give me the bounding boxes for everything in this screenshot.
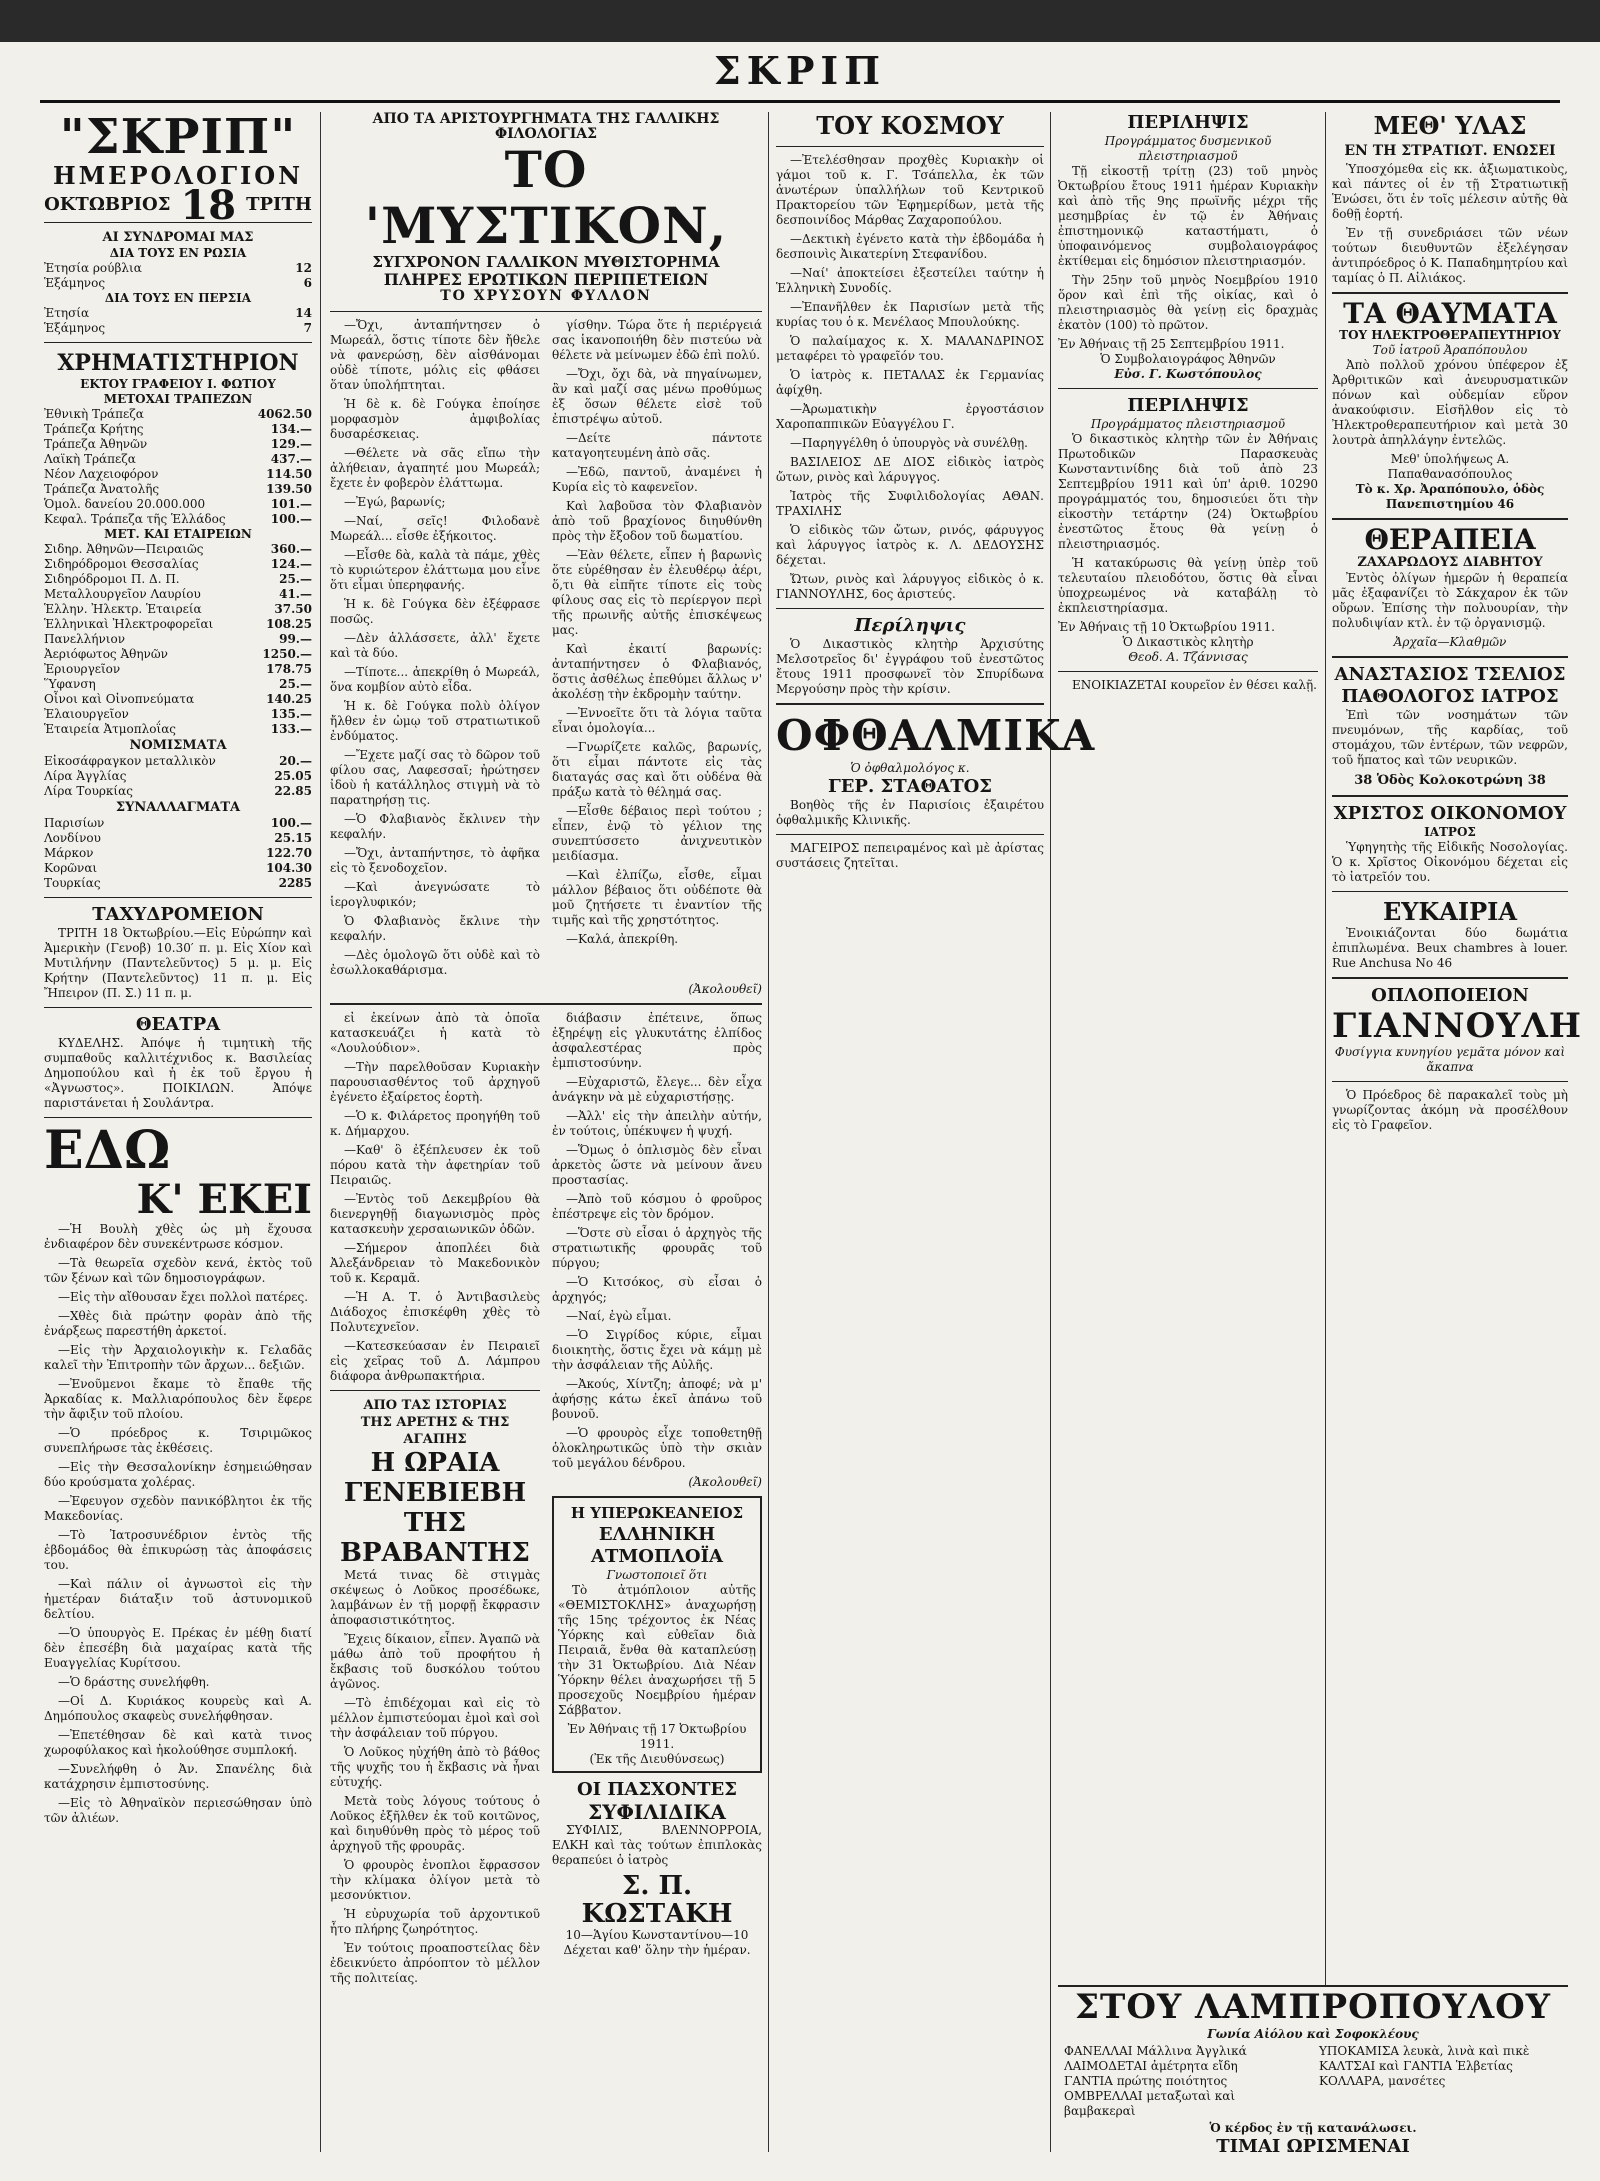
row-label: Μεταλλουργεῖον Λαυρίου bbox=[44, 587, 201, 601]
summary-sign-2: Ὁ Δικαστικὸς κλητὴρ bbox=[1122, 635, 1254, 649]
row-label: Ἀεριόφωτος Ἀθηνῶν bbox=[44, 647, 168, 661]
sick-doctor: Σ. Π. ΚΩΣΤΑΚΗ bbox=[581, 1871, 733, 1929]
story-paragraph: —Τίποτε... ἀπεκρίθη ὁ Μωρεάλ, ὅνα κομβίον αὐτὸ εἶδα. bbox=[330, 665, 540, 694]
shop-line: ΛΑΙΜΟΔΕΤΑΙ ἀμέτρητα εἴδη bbox=[1064, 2059, 1238, 2073]
column-4 bbox=[1058, 112, 1318, 2162]
row-value: 25.— bbox=[279, 677, 312, 691]
post-text: ΤΡΙΤΗ 18 Ὀκτωβρίου.—Εἰς Εὐρώπην καὶ Ἀμερικὴν (Γενοβ) 10.30′ π. μ. Εἰς Χίον καὶ Μυτιλήνην (Παντελεῦντος) 5 μ. μ. Εἰς Κρήτην (Παντελεῦντος) 11 π. μ. Εἰς Ἤπειρον (Π. Σ.) 11 π. μ. bbox=[44, 926, 312, 1000]
table-row bbox=[44, 572, 312, 587]
story-paragraph: —Εἶσθε δὰ, καλὰ τὰ πάμε, χθὲς τὸ κυριώτερον ἐλάττωμα μου εἶνε ὅτι εἶμαι ὑπερηφανής. bbox=[330, 548, 540, 592]
subscriptions-russia: ΔΙΑ ΤΟΥΣ ΕΝ ΡΩΣΙΑ bbox=[109, 246, 247, 260]
society-item: Ὁ ἰατρὸς κ. ΠΕΤΑΛΑΣ ἐκ Γερμανίας ἀφίχθη. bbox=[776, 368, 1044, 397]
table-row bbox=[44, 692, 312, 707]
row-value: 37.50 bbox=[274, 602, 312, 616]
news-item: —Ναί, ἐγὼ εἶμαι. bbox=[566, 1309, 672, 1323]
society-item: —Ἀρωματικὴν ἐργοστάσιον Χαροπαππικῶν Εὐαγγέλου Γ. bbox=[776, 402, 1044, 431]
news-item: —Ὅστε σὺ εἶσαι ὁ ἀρχηγὸς τῆς στρατιωτικῆς φρουρᾶς τοῦ πύργου; bbox=[552, 1226, 762, 1270]
news-item: —Χθὲς διὰ πρώτην φορὰν ἀπὸ τῆς ἐνάρξεως παρεστήθη ἀρκετοί. bbox=[44, 1309, 312, 1338]
row-value: 133.— bbox=[270, 722, 312, 736]
table-row bbox=[44, 707, 312, 722]
table-row bbox=[44, 769, 312, 784]
story-paragraph: Καὶ λαβοῦσα τὸν Φλαβιανὸν ἀπὸ τοῦ βραχίονος διηυθύνθη πρὸς τὴν ἔξοδον τοῦ δωματίου. bbox=[552, 499, 762, 543]
row-value: 108.25 bbox=[266, 617, 312, 631]
table-row bbox=[44, 542, 312, 557]
story-paragraph: Καὶ ἐκαιτί βαρωνίς: ἀνταπήντησεν ὁ Φλαβιανός, ὅστις ἀσθέλως ἐπεθύμει ἄλλως ν' ἀκολέσῃ τὴν ἐκδρομὴν ταύτην. bbox=[552, 642, 762, 701]
table-row bbox=[44, 482, 312, 497]
news-item: —Ἀκούς, Χίντζη; ἀποφέ; νὰ μ' ἀφήσῃς κάτω ἐκεῖ ἀπάνω τοῦ βουνοῦ. bbox=[552, 1377, 762, 1421]
notice-title-2: ΕΛΛΗΝΙΚΗ ΑΤΜΟΠΛΟΪΑ bbox=[591, 1524, 723, 1567]
row-value: 124.— bbox=[270, 557, 312, 571]
table-row bbox=[44, 557, 312, 572]
table-row bbox=[44, 677, 312, 692]
serial-deck-2: ΠΛΗΡΕΣ ΕΡΩΤΙΚΩΝ ΠΕΡΙΠΕΤΕΙΩΝ bbox=[383, 270, 709, 289]
story-paragraph: —Γνωρίζετε καλῶς, βαρωνίς, ὅτι εἶμαι πάντοτε εἰς τὰς διαταγάς σας καὶ ὅτι οὐδένα θὰ πράξω κατὰ τὸ θέλημά σας. bbox=[552, 740, 762, 799]
news-item: —Καὶ πάλιν οἱ ἀγνωστοὶ εἰς τὴν ἡμετέραν διάταξιν τοῦ ἀστυνομικοῦ δελτίου. bbox=[44, 1577, 312, 1621]
table-row bbox=[44, 617, 312, 632]
society-item: ΒΑΣΙΛΕΙΟΣ ΔΕ ΔΙΟΣ εἰδικὸς ἰατρὸς ὤτων, ρινὸς καὶ λάρυγγος. bbox=[776, 455, 1044, 484]
continued-note-2: (Ἀκολουθεῖ) bbox=[688, 1475, 762, 1489]
row-value: 139.50 bbox=[266, 482, 312, 496]
row-value: 437.— bbox=[270, 452, 312, 466]
doctor1-name: ΑΝΑΣΤΑΣΙΟΣ ΤΣΕΛΙΟΣ bbox=[1334, 664, 1566, 685]
news-item: —Ἀλλ' εἰς τὴν ἀπειλὴν αὐτήν, ἐν τούτοις, ὑπέκυψεν ἡ ψυχή. bbox=[552, 1109, 762, 1138]
table-row bbox=[44, 437, 312, 452]
shop-sub: Γωνία Αἰόλου καὶ Σοφοκλέους bbox=[1207, 2027, 1419, 2041]
post-title: ΤΑΧΥΔΡΟΜΕΙΟΝ bbox=[92, 904, 264, 925]
row-value: 2285 bbox=[278, 876, 312, 890]
row-value: 122.70 bbox=[266, 846, 312, 860]
shop-ad bbox=[1058, 1985, 1568, 2163]
row-value: 104.30 bbox=[266, 861, 312, 875]
story-paragraph: —Θέλετε νὰ σᾶς εἴπω τὴν ἀλήθειαν, ἀγαπητέ μου Μωρεάλ; ἔχετε ἐν φοβερὸν ἐλάττωμα. bbox=[330, 446, 540, 490]
story-paragraph: —Καλά, ἀπεκρίθη. bbox=[566, 932, 679, 946]
column-3 bbox=[776, 111, 1096, 2162]
doctor2-text: Ὑφηγητὴς τῆς Εἰδικῆς Νοσολογίας. Ὁ κ. Χρῖστος Οἰκονόμου δέχεται εἰς τὸ ἰατρεῖόν του. bbox=[1332, 840, 1568, 884]
news-item: —Συνελήφθη ὁ Ἀν. Σπανέλης διὰ κατάχρησιν ἐμπιστοσύνης. bbox=[44, 1762, 312, 1791]
row-value: 20.— bbox=[279, 754, 312, 768]
news-item: —Καθ' ὃ ἐξέπλευσεν ἐκ τοῦ πόρου κατὰ τὴν ἀφετηρίαν τοῦ Πειραιῶς. bbox=[330, 1143, 540, 1187]
society-item: —Ἐτελέσθησαν προχθὲς Κυριακὴν οἱ γάμοι τοῦ κ. Γ. Τσάπελλα, ἐκ τῶν ἀνωτέρων ὑπαλλήλων τοῦ Κεντρικοῦ Πρακτορείου τῶν Ἐφημερίδων, μετὰ τῆς δεσποινίδος Μάρθας Ζαχαροπούλου. bbox=[776, 153, 1044, 227]
shop-line: ΦΑΝΕΛΛΑΙ Μάλλινα Ἀγγλικά bbox=[1064, 2044, 1247, 2058]
story-paragraph: Ἡ κ. δὲ Γούγκα πολὺ ὀλίγον ἤλθεν ἐν ὠμῳ τοῦ στρατιωτικοῦ ἐνδύματος. bbox=[330, 699, 540, 743]
news-item: —Τὰ θεωρεῖα σχεδὸν κενά, ἐκτὸς τοῦ τῶν ξένων καὶ τῶν δημοσιογράφων. bbox=[44, 1256, 312, 1285]
military-sub: ΕΝ ΤΗ ΣΤΡΑΤΙΩΤ. ΕΝΩΣΕΙ bbox=[1344, 143, 1556, 159]
news-item: —Εἰς τὸ Ἀθηναϊκὸν περιεσώθησαν ὑπὸ τῶν ἀλιέων. bbox=[44, 1796, 312, 1825]
opportunity-text: Ἐνοικιάζονται δύο δωμάτια ἐπιπλωμένα. Beux chambres à louer. Rue Anchusa No 46 bbox=[1332, 926, 1568, 970]
summary-text-1: Τῇ εἰκοστῇ τρίτῃ (23) τοῦ μηνὸς Ὀκτωβρίου ἔτους 1911 ἡμέραν Κυριακὴν καὶ ἀπὸ τῆς 9ης πρωϊνῆς μέχρι τῆς μεσημβρίας ἐν τῷ ἐν Ἀθήναις ἐπιστημονικῷ καταστήματι, ὁ ὑποφαινόμενος συμβολαιογράφος ἐκτίθεμαι εἰς δημόσιον πλειστηριασμόν. bbox=[1058, 164, 1318, 268]
summary-date-2: Ἐν Ἀθήναις τῇ 10 Ὀκτωβρίου 1911. bbox=[1058, 620, 1275, 634]
row-value: 41.— bbox=[279, 587, 312, 601]
row-value: 1250.— bbox=[262, 647, 312, 661]
row-label: Παρισίων bbox=[44, 816, 105, 830]
story2-kicker: ΑΠΟ ΤΑΣ ΙΣΤΟΡΙΑΣ bbox=[363, 1398, 507, 1413]
row-value: 140.25 bbox=[266, 692, 312, 706]
notice-date: Ἐν Ἀθήναις τῇ 17 Ὀκτωβρίου 1911. bbox=[567, 1722, 747, 1751]
row-value: 22.85 bbox=[274, 784, 312, 798]
story-paragraph: —Ἐγώ, βαρωνίς; bbox=[344, 495, 446, 509]
sick-hours: Δέχεται καθ' ὅλην τὴν ἡμέραν. bbox=[563, 1943, 751, 1957]
story-paragraph: Μετὰ τοὺς λόγους τούτους ὁ Λοῦκος ἐξῆλθεν ἐκ τοῦ κοιτῶνος, καὶ διηυθύνθη πρὸς τὸ μέρος τοῦ ἀρχηγοῦ τῆς φρουρᾶς. bbox=[330, 1794, 540, 1853]
column-divider bbox=[1050, 112, 1051, 2152]
military-title: ΜΕΘ' ΥΛΑΣ bbox=[1373, 111, 1527, 140]
notice-title-1: Η ΥΠΕΡΩΚΕΑΝΕΙΟΣ bbox=[570, 1504, 744, 1522]
column-divider bbox=[320, 112, 321, 2152]
society-item: Ὤτων, ρινὸς καὶ λάρυγγος εἰδικὸς ὁ κ. ΓΙΑΝΝΟΥΛΗΣ, 6ος ἀριστεύς. bbox=[776, 572, 1044, 601]
society-item: Ὁ παλαίμαχος κ. Χ. ΜΑΛΑΝΔΡΙΝΟΣ μεταφέρει τὸ γραφεῖόν του. bbox=[776, 334, 1044, 363]
row-label: Σιδηρ. Ἀθηνῶν—Πειραιῶς bbox=[44, 542, 204, 556]
row-value: 100.— bbox=[270, 512, 312, 526]
shop-title: ΣΤΟΥ ΛΑΜΠΡΟΠΟΥΛΟΥ bbox=[1074, 1987, 1552, 2027]
row-label: Πανελλήνιον bbox=[44, 632, 125, 646]
society-title: ΤΟΥ ΚΟΣΜΟΥ bbox=[816, 111, 1004, 140]
row-value: 25.— bbox=[279, 572, 312, 586]
news-item: εἰ ἐκείνων ἀπὸ τὰ ὁποῖα κατασκευάζει ἡ κατὰ τὸ «Λουλούδιον». bbox=[330, 1011, 540, 1055]
summary-text-3: Ὁ δικαστικὸς κλητὴρ τῶν ἐν Ἀθήναις Πρωτοδικῶν Παρασκευὰς Κωνσταντινίδης διὰ τοῦ ἀπὸ 23 Σεπτεμβρίου 1911 καὶ ὑπ' ἀριθ. 10290 προγράμματός του, δημοσιεύει ὅτι τὴν εἰκοστὴν τετάρτην (24) Ὀκτωβρίου ἐνεστῶτος ἔτους θὰ γείνῃ ὁ πλειστηριασμός. bbox=[1058, 432, 1318, 551]
story-paragraph: Ὁ φρουρὸς ἐνοπλοι ἔφρασσον τὴν κλίμακα ὀλίγον μετὰ τὸ μεσονύκτιον. bbox=[330, 1858, 540, 1902]
row-value: 114.50 bbox=[266, 467, 312, 481]
masthead: ΣΚΡΙΠ bbox=[713, 48, 887, 93]
story-paragraph: Ἡ κ. δὲ Γούγκα δὲν ἐξέφρασε ποσῶς. bbox=[330, 597, 540, 626]
news-item: —Ἐφευγον σχεδὸν πανικόβλητοι ἐκ τῆς Μακεδονίας. bbox=[44, 1494, 312, 1523]
doctor1-text: Ἐπὶ τῶν νοσημάτων τῶν πνευμόνων, τῆς καρδίας, τοῦ στομάχου, τῶν ἐντέρων, τῶν νεφρῶν, τοῦ ἥπατος καὶ τῶν νευρικῶν. bbox=[1332, 708, 1568, 767]
table-row bbox=[44, 722, 312, 737]
story2-title: Η ΩΡΑΙΑ ΓΕΝΕΒΙΕΒΗ ΤΗΣ ΒΡΑΒΑΝΤΗΣ bbox=[340, 1448, 530, 1568]
row-value: 129.— bbox=[270, 437, 312, 451]
table-row bbox=[44, 861, 312, 876]
news-item: διάβασιν ἐπέτεινε, ὅπως ἐξηρέψῃ εἰς γλυκυτάτης ἐλπίδος ἀσφαλεστέρας πρὸς ἐμπιστοσύνην. bbox=[552, 1011, 762, 1070]
story-paragraph: γίσθην. Τώρα ὅτε ἡ περιέργειά σας ἱκανοποιήθη δὲν πιστεύω νὰ θέλετε νὰ μείνωμεν ἐδῶ ἐπὶ πολύ. bbox=[552, 318, 762, 362]
column-2 bbox=[330, 112, 762, 2162]
exchange-banks-title: ΜΕΤΟΧΑΙ ΤΡΑΠΕΖΩΝ bbox=[103, 392, 253, 406]
news-item: —Ἡ Βουλὴ χθὲς ὡς μὴ ἔχουσα ἐνδιαφέρον δὲν συνεκέντρωσε κόσμον. bbox=[44, 1222, 312, 1251]
doctor2-name: ΧΡΙΣΤΟΣ ΟΙΚΟΝΟΜΟΥ bbox=[1333, 803, 1567, 824]
wonders-sub-2: Τοῦ ἰατροῦ Ἀραπόπουλου bbox=[1372, 343, 1528, 357]
sick-text: ΣΥΦΙΛΙΣ, ΒΛΕΝΝΟΡΡΟΙΑ, ΕΛΚΗ καὶ τὰς τούτων ἐπιπλοκὰς θεραπεύει ὁ ἰατρὸς bbox=[552, 1823, 762, 1867]
story2-kicker-2: ΤΗΣ ΑΡΕΤΗΣ & ΤΗΣ ΑΓΑΠΗΣ bbox=[360, 1415, 510, 1447]
rent-notice: ΕΝΟΙΚΙΑΖΕΤΑΙ κουρεῖον ἐν θέσει καλῇ. bbox=[1072, 678, 1317, 692]
gunshop-name: ΓΙΑΝΝΟΥΛΗ bbox=[1332, 1006, 1582, 1046]
coins-title: ΝΟΜΙΣΜΑΤΑ bbox=[129, 738, 227, 753]
table-row bbox=[44, 662, 312, 677]
summary-title-2: ΠΕΡΙΛΗΨΙΣ bbox=[1127, 395, 1249, 416]
story-paragraph: —Δὲν ἀλλάσσετε, ἀλλ' ἔχετε καὶ τὰ δύο. bbox=[330, 631, 540, 660]
row-label: Λαϊκὴ Τράπεζα bbox=[44, 452, 136, 466]
table-row bbox=[44, 512, 312, 527]
date-weekday: ΤΡΙΤΗ bbox=[246, 194, 312, 215]
summary-sign: Ὁ Συμβολαιογράφος Ἀθηνῶν bbox=[1100, 352, 1276, 366]
story-paragraph: —Καὶ ἀνεγνώσατε τὸ ἱερογλυφικόν; bbox=[330, 880, 540, 909]
society-item: —Δεκτικὴ ἐγένετο κατὰ τὴν ἐβδομάδα ἡ δεσποινὶς Ἀικατερίνη Στεφανίδου. bbox=[776, 232, 1044, 261]
exchange-title: ΧΡΗΜΑΤΙΣΤΗΡΙΟΝ bbox=[57, 350, 299, 376]
story-paragraph: Ὁ Λοῦκος ηὐχήθη ἀπὸ τὸ βάθος τῆς ψυχῆς του ἡ ἔκβασις νὰ ἦναι εὐτυχής. bbox=[330, 1745, 540, 1789]
gunshop-title: ΟΠΛΟΠΟΙΕΙΟΝ bbox=[1371, 985, 1529, 1006]
story-paragraph: —Ὄχι, ἀνταπήντησε, τὸ ἀφῆκα εἰς τὸ ξενοδοχεῖον. bbox=[330, 846, 540, 875]
row-label: Σιδηρόδρομοι Θεσσαλίας bbox=[44, 557, 199, 571]
row-label: Λίρα Ἀγγλίας bbox=[44, 769, 127, 783]
summary-name: Εὐσ. Γ. Κωστόπουλος bbox=[1114, 367, 1262, 381]
row-value: 4062.50 bbox=[257, 407, 312, 421]
ophthalmic-doctor: ΓΕΡ. ΣΤΑΘΑΤΟΣ bbox=[827, 776, 993, 797]
news-item: —Ἡ Α. Τ. ὁ Ἀντιβασιλεὺς Διάδοχος ἐπισκέφθη χθὲς τὸ Πολυτεχνεῖον. bbox=[330, 1290, 540, 1334]
edo-title: ΕΔΩ bbox=[44, 1120, 171, 1181]
story-paragraph: —Καὶ ἐλπίζω, εἶσθε, εἶμαι μάλλον βέβαιος ὅτι οὐδέποτε θὰ μοῦ ζητήσετε τι ἐναντίον τῆς τιμῆς καὶ τῆς χρηστότητος. bbox=[552, 868, 762, 927]
column-divider bbox=[1325, 112, 1326, 2152]
row-label: Ὁμολ. δανείου 20.000.000 bbox=[44, 497, 206, 511]
row-value: 100.— bbox=[270, 816, 312, 830]
date-day: 18 bbox=[180, 181, 237, 229]
doctor1-title: ΠΑΘΟΛΟΓΟΣ ΙΑΤΡΟΣ bbox=[1341, 686, 1559, 707]
story-paragraph: —Ἐὰν θέλετε, εἶπεν ἡ βαρωνὶς ὅτε εὑρέθησαν ἐν ἐλευθέρῳ ἀέρι, ὅ,τι θὰ εἰπῆτε τίποτε εἰς τοὺς φίλους σας εἰς τὸ περίεργον περὶ τῆς πρωινῆς αὐτῆς ἐπισκέψεως μας. bbox=[552, 548, 762, 637]
summary-sub-2: Προγράμματος πλειστηριασμοῦ bbox=[1090, 417, 1286, 431]
row-label: Λίρα Τουρκίας bbox=[44, 784, 133, 798]
row-value: 25.05 bbox=[274, 769, 312, 783]
row-label: Ἐριουργεῖον bbox=[44, 662, 121, 676]
doctor2-title: ΙΑΤΡΟΣ bbox=[1424, 825, 1476, 839]
theatre-title: ΘΕΑΤΡΑ bbox=[135, 1014, 221, 1035]
story-paragraph: Ἡ δὲ κ. δὲ Γούγκα ἐποίησε μορφασμὸν ἀμφιβολίας δυσαρέσκειας. bbox=[330, 397, 540, 441]
row-value: 101.— bbox=[270, 497, 312, 511]
row-label: Ἐθνικὴ Τράπεζα bbox=[44, 407, 144, 421]
subscription-row: Ἑξάμηνος 7 bbox=[44, 321, 312, 335]
table-row bbox=[44, 407, 312, 422]
story-paragraph: —Εἶσθε δέβαιος περὶ τούτου ; εἶπεν, ἐνῷ τὸ γέλιον της συνεπτύσσετο ἀνιχνευτικὸν μειδίασμα. bbox=[552, 804, 762, 863]
serial-kicker: ΑΠΟ ΤΑ ΑΡΙΣΤΟΥΡΓΗΜΑΤΑ ΤΗΣ ΓΑΛΛΙΚΗΣ ΦΙΛΟΛΟΓΙΑΣ bbox=[372, 111, 720, 142]
row-label: Ἑταιρεία Ἀτμοπλοΐας bbox=[44, 722, 177, 736]
column-1 bbox=[44, 109, 312, 2162]
row-label: Ἑλληνικαὶ Ἠλεκτροφορεῖαι bbox=[44, 617, 214, 631]
column-divider bbox=[768, 112, 769, 2152]
row-value: 178.75 bbox=[266, 662, 312, 676]
standings-text: Ὁ Δικαστικὸς κλητὴρ Ἀρχισύτης Μελσοτρεῖος δι' ἐγγράφου τοῦ ἐνεστῶτος ἔτους 1911 προσφωνεῖ τὸν Σπυρίδωνα Μεργούσην πρὸς τὴν κρίσιν. bbox=[776, 637, 1044, 696]
story-paragraph: Ἐν τούτοις προαποστείλας δὲν ἐδεικνύετο ἀπρόοπτον τὸ μέλλον τῆς πολιτείας. bbox=[330, 1941, 540, 1985]
standings-title: Περίληψις bbox=[854, 615, 966, 636]
summary-text-2: Τὴν 25ην τοῦ μηνὸς Νοεμβρίου 1910 ὅρον καὶ ἐπὶ τῆς οἰκίας, καὶ ὁ πλειστηριασμὸς θὰ γείνῃ εἰς δραχμὰς ἑκατὸν (100) τὸ πρῶτον. bbox=[1058, 273, 1318, 332]
story-paragraph: —Ναί, σεῖς! Φιλοδανὲ Μωρεάλ... εἶσθε ἐξήκοιτος. bbox=[330, 514, 540, 543]
news-item: —Ὁ Σιγρίδος κύριε, εἶμαι διοικητὴς, ὅστις ἔχει νὰ κάμῃ μὲ τὴν ἀσφάλειαν τῆς Αὐλῆς. bbox=[552, 1328, 762, 1372]
story-paragraph: —Ὄχι, ἀνταπήντησεν ὁ Μωρεάλ, ὅστις τίποτε δὲν ἤθελε νὰ φανερώσῃ, δὲν αἰσθάνομαι οὐδὲ τίποτε, μόλις εἰς φθάσει ὅταν ὑπολήπτηται. bbox=[330, 318, 540, 392]
serial-deck-3: ΤΟ ΧΡΥΣΟΥΝ ΦΥΛΛΟΝ bbox=[440, 288, 652, 304]
continued-note: (Ἀκολουθεῖ) bbox=[688, 982, 762, 996]
story-paragraph: Μετά τινας δὲ στιγμὰς σκέψεως ὁ Λοῦκος προσέδωκε, λαμβάνων ἐν τῇ μορφῇ ἔκφρασιν ἀποφασιστικότητος. bbox=[330, 1568, 540, 1627]
news-item: —Τὴν παρελθοῦσαν Κυριακὴν παρουσιασθέντος τοῦ ἀρχηγοῦ ἐγένετο ἐξαίρετος ἑορτὴ. bbox=[330, 1060, 540, 1104]
ophthalmic-sub: Ὁ ὀφθαλμολόγος κ. bbox=[850, 761, 970, 775]
news-item: —Κατεσκεύασαν ἐν Πειραιεῖ εἰς χεῖρας τοῦ Δ. Λάμπρου διάφορα ἀνθρωπακτήρια. bbox=[330, 1339, 540, 1383]
news-item: —Ὅμως ὁ ὁπλισμὸς δὲν εἶναι ἀρκετὸς ὥστε νὰ μείνουν ἄνευ προστασίας. bbox=[552, 1143, 762, 1187]
subscription-row: Ἐτησία ρούβλια 12 bbox=[44, 261, 312, 275]
row-label: Τουρκίας bbox=[44, 876, 101, 890]
row-label: Ἐλαιουργεῖον bbox=[44, 707, 129, 721]
top-band bbox=[0, 0, 1600, 42]
sick-sub: ΣΥΦΙΛΙΔΙΚΑ bbox=[588, 1800, 726, 1824]
theatre-text: ΚΥΔΕΛΗΣ. Ἀπόψε ἡ τιμητικὴ τῆς συμπαθοῦς καλλιτέχνιδος κ. Βασιλείας Δημοπούλου καὶ ἡ ἐκ τοῦ ἔργου ἡ «Ἀγνωστος». ΠΟΙΚΙΛΩΝ. Ἀπόψε παριστάνεται ἡ Σουλάντρα. bbox=[44, 1036, 312, 1110]
story-paragraph: —Ὄχι, ὄχι δὰ, νὰ πηγαίνωμεν, ἂν καὶ μαζί σας μένω προθύμως ἐξ ὅσων θέλετε εἰσὲ τοῦ ἐπιστρέψω αὐτοῦ. bbox=[552, 367, 762, 426]
companies-title: ΜΕΤ. ΚΑΙ ΕΤΑΙΡΕΙΩΝ bbox=[104, 527, 252, 541]
calendar-title: ΗΜΕΡΟΛΟΓΙΟΝ bbox=[52, 161, 304, 190]
row-value: 25.15 bbox=[274, 831, 312, 845]
cook-wanted: ΜΑΓΕΙΡΟΣ πεπειραμένος καὶ μὲ ἀρίστας συστάσεις ζητεῖται. bbox=[776, 841, 1044, 870]
row-label: Ἑλλην. Ἠλεκτρ. Ἑταιρεία bbox=[44, 602, 202, 616]
news-item: —Ὁ δράστης συνελήφθη. bbox=[58, 1675, 210, 1689]
shop-line: ΥΠΟΚΑΜΙΣΑ λευκὰ, λινὰ καὶ πικὲ bbox=[1319, 2044, 1530, 2058]
therapy-title: ΘΕΡΑΠΕΙΑ bbox=[1364, 523, 1536, 556]
row-label: Νέον Λαχειοφόρον bbox=[44, 467, 159, 481]
summary-text-4: Ἡ κατακύρωσις θὰ γείνῃ ὑπὲρ τοῦ τελευταίου πλειοδότου, ὅστις θὰ εἶναι ὑποχρεωμένος νὰ καταβάλῃ τὸ ἐκπλειστηρίασμα. bbox=[1058, 556, 1318, 615]
row-value: 360.— bbox=[270, 542, 312, 556]
table-row bbox=[44, 452, 312, 467]
notice-from: (Ἐκ τῆς Διευθύνσεως) bbox=[589, 1752, 725, 1766]
therapy-sub: ΖΑΧΑΡΩΔΟΥΣ ΔΙΑΒΗΤΟΥ bbox=[1357, 555, 1543, 570]
table-row bbox=[44, 422, 312, 437]
doctor1-address: 38 Ὁδὸς Κολοκοτρώνη 38 bbox=[1354, 773, 1546, 788]
table-row bbox=[44, 831, 312, 846]
society-item: Ἰατρὸς τῆς Συφιλιδολογίας ΑΘΑΝ. ΤΡΑΧΙΛΗΣ bbox=[776, 489, 1044, 518]
wonders-text: Ἀπὸ πολλοῦ χρόνου ὑπέφερον ἐξ Ἀρθριτικῶν καὶ ἀνευρυσματικῶν πόνων καὶ οὐδεμίαν εὕρον ἀνακούφισιν. Εἰσῆλθον εἰς τὸ Ἠλεκτροθεραπευτήριον καὶ μετὰ 30 λουτρὰ ἀπηλλάγην ἐντελῶς. bbox=[1332, 358, 1568, 447]
row-value: 99.— bbox=[279, 632, 312, 646]
row-label: Οἶνοι καὶ Οἰνοπνεύματα bbox=[44, 692, 195, 706]
story-paragraph: —Ἔχετε μαζί σας τὸ δῶρον τοῦ φίλου σας, Λαφεσσαῖ; ἠρώτησεν ἰδοὺ ἡ κατάλληλος στιγμὴ νὰ τὸ παρατηρήσῃ τις. bbox=[330, 748, 540, 807]
wonders-address: Τὸ κ. Χρ. Ἀραπόπουλο, ὁδὸς Πανεπιστημίου 46 bbox=[1355, 482, 1545, 511]
shop-line: ΟΜΒΡΕΛΛΑΙ μεταξωταὶ καὶ βαμβακεραὶ bbox=[1064, 2089, 1236, 2118]
row-label: Κεφαλ. Τράπεζα τῆς Ἑλλάδος bbox=[44, 512, 226, 526]
story-paragraph: Ὁ Φλαβιανὸς ἔκλινε τὴν κεφαλήν. bbox=[330, 914, 540, 943]
date-month: ΟΚΤΩΒΡΙΟΣ bbox=[44, 194, 171, 215]
table-row bbox=[44, 467, 312, 482]
paper-title: "ΣΚΡΙΠ" bbox=[59, 109, 297, 165]
news-item: —Ὁ Κιτσόκος, σὺ εἶσαι ὁ ἀρχηγός; bbox=[552, 1275, 762, 1304]
story-paragraph: —Ὁ Φλαβιανὸς ἔκλινεν τὴν κεφαλήν. bbox=[330, 812, 540, 841]
row-label: Εἰκοσάφραγκον μεταλλικὸν bbox=[44, 754, 216, 768]
serial-deck-1: ΣΥΓΧΡΟΝΟΝ ΓΑΛΛΙΚΟΝ ΜΥΘΙΣΤΟΡΗΜΑ bbox=[372, 253, 720, 271]
news-item: —Σήμερον ἀποπλέει διὰ Ἀλεξάνδρειαν τὸ Μακεδονικὸν τοῦ κ. Κεραμᾶ. bbox=[330, 1241, 540, 1285]
shop-footer-1: Ὁ κέρδος ἐν τῇ κατανάλωσει. bbox=[1209, 2121, 1417, 2135]
story-paragraph: —Τὸ ἐπιδέχομαι καὶ εἰς τὸ μέλλον ἐμπιστεύομαι ἐμοὶ καὶ σοὶ τὴν ἀσφάλειαν τοῦ πύργου. bbox=[330, 1696, 540, 1740]
military-text-1: Ὑποσχόμεθα εἰς κκ. ἀξιωματικοὺς, καὶ πάντες οἱ ἐν τῇ Στρατιωτικῇ Ἑνώσει, ὅτι ἐν τοῖς μέλεσιν αὐτῆς θὰ δοθῇ ἑορτή. bbox=[1332, 162, 1568, 221]
society-item: —Ἐπανῆλθεν ἐκ Παρισίων μετὰ τῆς κυρίας του ὁ κ. Μενέλαος Μπουλούκης. bbox=[776, 300, 1044, 329]
masthead-rule bbox=[40, 100, 1560, 103]
row-label: Σιδηρόδρομοι Π. Δ. Π. bbox=[44, 572, 180, 586]
society-item: —Ναί' ἀποκτείσει ἐξεστείλει ταύτην ἡ Ἑλληνικὴ Συνοδίς. bbox=[776, 266, 1044, 295]
table-row bbox=[44, 784, 312, 799]
exchange-subtitle: ΕΚΤΟΥ ΓΡΑΦΕΙΟΥ Ι. ΦΩΤΙΟΥ bbox=[80, 377, 276, 391]
news-item: —Οἱ Δ. Κυριάκος κουρεὺς καὶ Α. Δημόπουλος σκαφεὺς συνελήφθησαν. bbox=[44, 1694, 312, 1723]
serial-title: ΤΟ 'ΜΥΣΤΙΚΟΝ, bbox=[364, 140, 728, 255]
news-item: —Εἰς τὴν αἴθουσαν ἔχει πολλοὶ πατέρες. bbox=[58, 1290, 309, 1304]
news-item: —Ἐντὸς τοῦ Δεκεμβρίου θὰ διενεργηθῇ διαγωνισμὸς πρὸς κατασκευὴν χερσαιωνικῶν ὁδῶν. bbox=[330, 1192, 540, 1236]
gunshop-sub: Φυσίγγια κυνηγίου γεμᾶτα μόνον καὶ ἄκαπνα bbox=[1334, 1045, 1566, 1074]
wonders-sub: ΤΟΥ ΗΛΕΚΤΡΟΘΕΡΑΠΕΥΤΗΡΙΟΥ bbox=[1339, 328, 1561, 342]
shop-footer-2: ΤΙΜΑΙ ΩΡΙΣΜΕΝΑΙ bbox=[1216, 2136, 1410, 2157]
row-label: Κορῶναι bbox=[44, 861, 98, 875]
wonders-sign: Μεθ' ὑπολήψεως Α. Παπαθανασόπουλος bbox=[1387, 452, 1513, 481]
news-item: —Ὁ φρουρὸς εἶχε τοποθετηθῇ ὁλοκληρωτικῶς ὑπὸ τὴν σκιὰν τοῦ μεγάλου δένδρου. bbox=[552, 1426, 762, 1470]
summary-date: Ἐν Ἀθήναις τῇ 25 Σεπτεμβρίου 1911. bbox=[1058, 337, 1285, 351]
table-row bbox=[44, 816, 312, 831]
column-5 bbox=[1332, 111, 1582, 2162]
story-paragraph: —Δὲς ὁμολογῶ ὅτι οὐδὲ καὶ τὸ ἐσωλλοκαθάρισμα. bbox=[330, 948, 540, 977]
news-item: —Ὁ κ. Φιλάρετος προηγήθη τοῦ κ. Δήμαρχου. bbox=[330, 1109, 540, 1138]
news-item: —Εὐχαριστῶ, ἔλεγε... δὲν εἶχα ἀνάγκην νὰ μὲ εὐχαριστήσῃς. bbox=[552, 1075, 762, 1104]
news-item: —Τὸ Ἰατροσυνέδριον ἐντὸς τῆς ἑβδομάδος θὰ ἐπικυρώσῃ τὰς ἀποφάσεις του. bbox=[44, 1528, 312, 1572]
summary-title: ΠΕΡΙΛΗΨΙΣ bbox=[1127, 112, 1249, 133]
story-paragraph: —Ἐδῶ, παντοῦ, ἀναμένει ἡ Κυρία εἰς τὸ καφενεῖον. bbox=[552, 465, 762, 494]
society-item: —Παρηγγέλθη ὁ ὑπουργὸς νὰ συνέλθῃ. bbox=[790, 436, 1028, 450]
gunshop-text: Ὁ Πρόεδρος δὲ παρακαλεῖ τοὺς μὴ γνωρίζοντας ἀκόμη νὰ προσέλθουν εἰς τὸ Γραφεῖον. bbox=[1332, 1088, 1568, 1132]
row-value: 134.— bbox=[270, 422, 312, 436]
therapy-address: Ἀρχαῖα—Κλαθμῶν bbox=[1393, 635, 1507, 649]
news-item: —Εἰς τὴν Ἀρχαιολογικὴν κ. Γελαδᾶς καλεῖ τὴν Ἐπιτροπὴν τῶν ἄρχων... δεξιῶν. bbox=[44, 1343, 312, 1372]
row-label: Τράπεζα Ἀνατολῆς bbox=[44, 482, 160, 496]
sick-title: ΟΙ ΠΑΣΧΟΝΤΕΣ bbox=[577, 1779, 737, 1800]
summary-sub: Προγράμματος δυσμενικοῦ πλειστηριασμοῦ bbox=[1104, 134, 1272, 163]
society-item: Ὁ εἰδικὸς τῶν ὤτων, ρινός, φάρυγγος καὶ λάρυγγος ἰατρὸς κ. Λ. ΔΕΔΟΥΣΗΣ δέχεται. bbox=[776, 523, 1044, 567]
news-item: —Ἀπὸ τοῦ κόσμου ὁ φροῦρος ἐπέστρεψε εἰς τὸν δρόμον. bbox=[552, 1192, 762, 1221]
shop-line: ΓΑΝΤΙΑ πρώτης ποιότητος bbox=[1064, 2074, 1228, 2088]
row-label: Λονδίνου bbox=[44, 831, 101, 845]
story-paragraph: —Ἐννοεῖτε ὅτι τὰ λόγια ταῦτα εἶναι ὁμολογία... bbox=[552, 706, 762, 735]
row-label: Μάρκον bbox=[44, 846, 94, 860]
sick-address: 10—Ἁγίου Κωνσταντίνου—10 bbox=[565, 1928, 749, 1942]
table-row bbox=[44, 754, 312, 769]
row-value: 135.— bbox=[270, 707, 312, 721]
row-label: Ὕφανση bbox=[44, 677, 96, 691]
news-item: —Ἐνοῦμενοι ἔκαμε τὸ ἔπαθε τῆς Ἀρκαδίας κ. Μαλλιαρόπουλος δὲν ἔφερε τὴν ἄφιξιν τοῦ πλοίου. bbox=[44, 1377, 312, 1421]
therapy-text: Ἐντὸς ὀλίγων ἡμερῶν ἡ θεραπεία μᾶς ἐξαφανίζει τὸ Σάκχαρον ἐκ τῶν οὔρων. Ἐπίσης τὴν πολυουρίαν, τὴν πολυδιψίαν κτλ. ἐν τῷ ὀργανισμῷ. bbox=[1332, 571, 1568, 630]
opportunity-title: ΕΥΚΑΙΡΙΑ bbox=[1382, 897, 1518, 926]
table-row bbox=[44, 647, 312, 662]
subscriptions-title: ΑΙ ΣΥΝΔΡΟΜΑΙ ΜΑΣ bbox=[102, 230, 254, 245]
subscription-row: Ἑξάμηνος 6 bbox=[44, 276, 312, 290]
table-row bbox=[44, 876, 312, 891]
story-paragraph: Ἔχεις δίκαιον, εἶπεν. Ἀγαπῶ νὰ μάθω ἀπὸ τοῦ προφήτου ἡ ἔκβασις τοῦ δυσκόλου τούτου ἀγῶνος. bbox=[330, 1632, 540, 1691]
subscription-row: Ἐτησία 14 bbox=[44, 306, 312, 320]
table-row bbox=[44, 587, 312, 602]
story-paragraph: Ἡ εὐρυχωρία τοῦ ἀρχοντικοῦ ἦτο πλήρης ζωηρότητος. bbox=[330, 1907, 540, 1936]
table-row bbox=[44, 602, 312, 617]
news-item: —Εἰς τὴν Θεσσαλονίκην ἐσημειώθησαν δύο κρούσματα χολέρας. bbox=[44, 1460, 312, 1489]
table-row bbox=[44, 846, 312, 861]
story-paragraph: —Δείτε πάντοτε καταγοητευμένη ἀπὸ σᾶς. bbox=[552, 431, 762, 460]
news-item: —Ἐπετέθησαν δὲ καὶ κατὰ τινος χωροφύλακος καὶ ἠκολούθησε συμπλοκή. bbox=[44, 1728, 312, 1757]
wonders-title: ΤΑ ΘΑΥΜΑΤΑ bbox=[1343, 297, 1557, 330]
ophthalmic-title: ΟΦΘΑΛΜΙΚΑ bbox=[776, 711, 1096, 760]
row-label: Τράπεζα Ἀθηνῶν bbox=[44, 437, 148, 451]
subscriptions-persia: ΔΙΑ ΤΟΥΣ ΕΝ ΠΕΡΣΙΑ bbox=[104, 291, 252, 305]
notice-text: Τὸ ἀτμόπλοιον αὐτῆς «ΘΕΜΙΣΤΟΚΛΗΣ» ἀναχωρήσῃ τῆς 15ης τρέχοντος ἐκ Νέας Ὑόρκης καὶ εὐθεῖαν διὰ Πειραιᾶ, ἔνθα θὰ καταπλεύσῃ τὴν 31 Ὀκτωβρίου. Διὰ Νέαν Ὑόρκην θέλει ἀναχωρήσει τῇ 5 προσεχοῦς Νοεμβρίου ἡμέραν Σάββατον. bbox=[558, 1583, 756, 1717]
military-text-2: Ἐν τῇ συνεδριάσει τῶν νέων τούτων διευθυντῶν ἐξελέγησαν ἀντιπρόεδρος ὁ Κ. Παπαδημητρίου καὶ ταμίας ὁ Π. Αἰλιάκος. bbox=[1332, 226, 1568, 285]
shop-line: ΚΟΛΛΑΡΑ, μανσέτες bbox=[1319, 2074, 1446, 2088]
ophthalmic-text: Βοηθὸς τῆς ἐν Παρισίοις ἐξαιρέτου ὀφθαλμικῆς Κλινικῆς. bbox=[776, 798, 1044, 827]
shop-line: ΚΑΛΤΣΑΙ καὶ ΓΑΝΤΙΑ Ἑλβετίας bbox=[1319, 2059, 1513, 2073]
fx-title: ΣΥΝΑΛΛΑΓΜΑΤΑ bbox=[115, 800, 241, 815]
table-row bbox=[44, 497, 312, 512]
row-label: Τράπεζα Κρήτης bbox=[44, 422, 144, 436]
news-item: —Ὁ ὑπουργὸς Ε. Πρέκας ἐν μέθῃ διατί δὲν ἐπεσέβη διὰ μαχαίρας κατὰ τῆς Ευαγγελίας Κυρίτσου. bbox=[44, 1626, 312, 1670]
table-row bbox=[44, 632, 312, 647]
news-item: —Ὁ πρόεδρος κ. Τσιριμῶκος συνεπλήρωσε τὰς ἐκθέσεις. bbox=[44, 1426, 312, 1455]
summary-name-2: Θεοδ. Α. Τζάννισας bbox=[1128, 650, 1248, 664]
kekei-title: Κ' ΕΚΕΙ bbox=[136, 1176, 312, 1223]
notice-sub: Γνωστοποιεῖ ὅτι bbox=[606, 1568, 708, 1582]
